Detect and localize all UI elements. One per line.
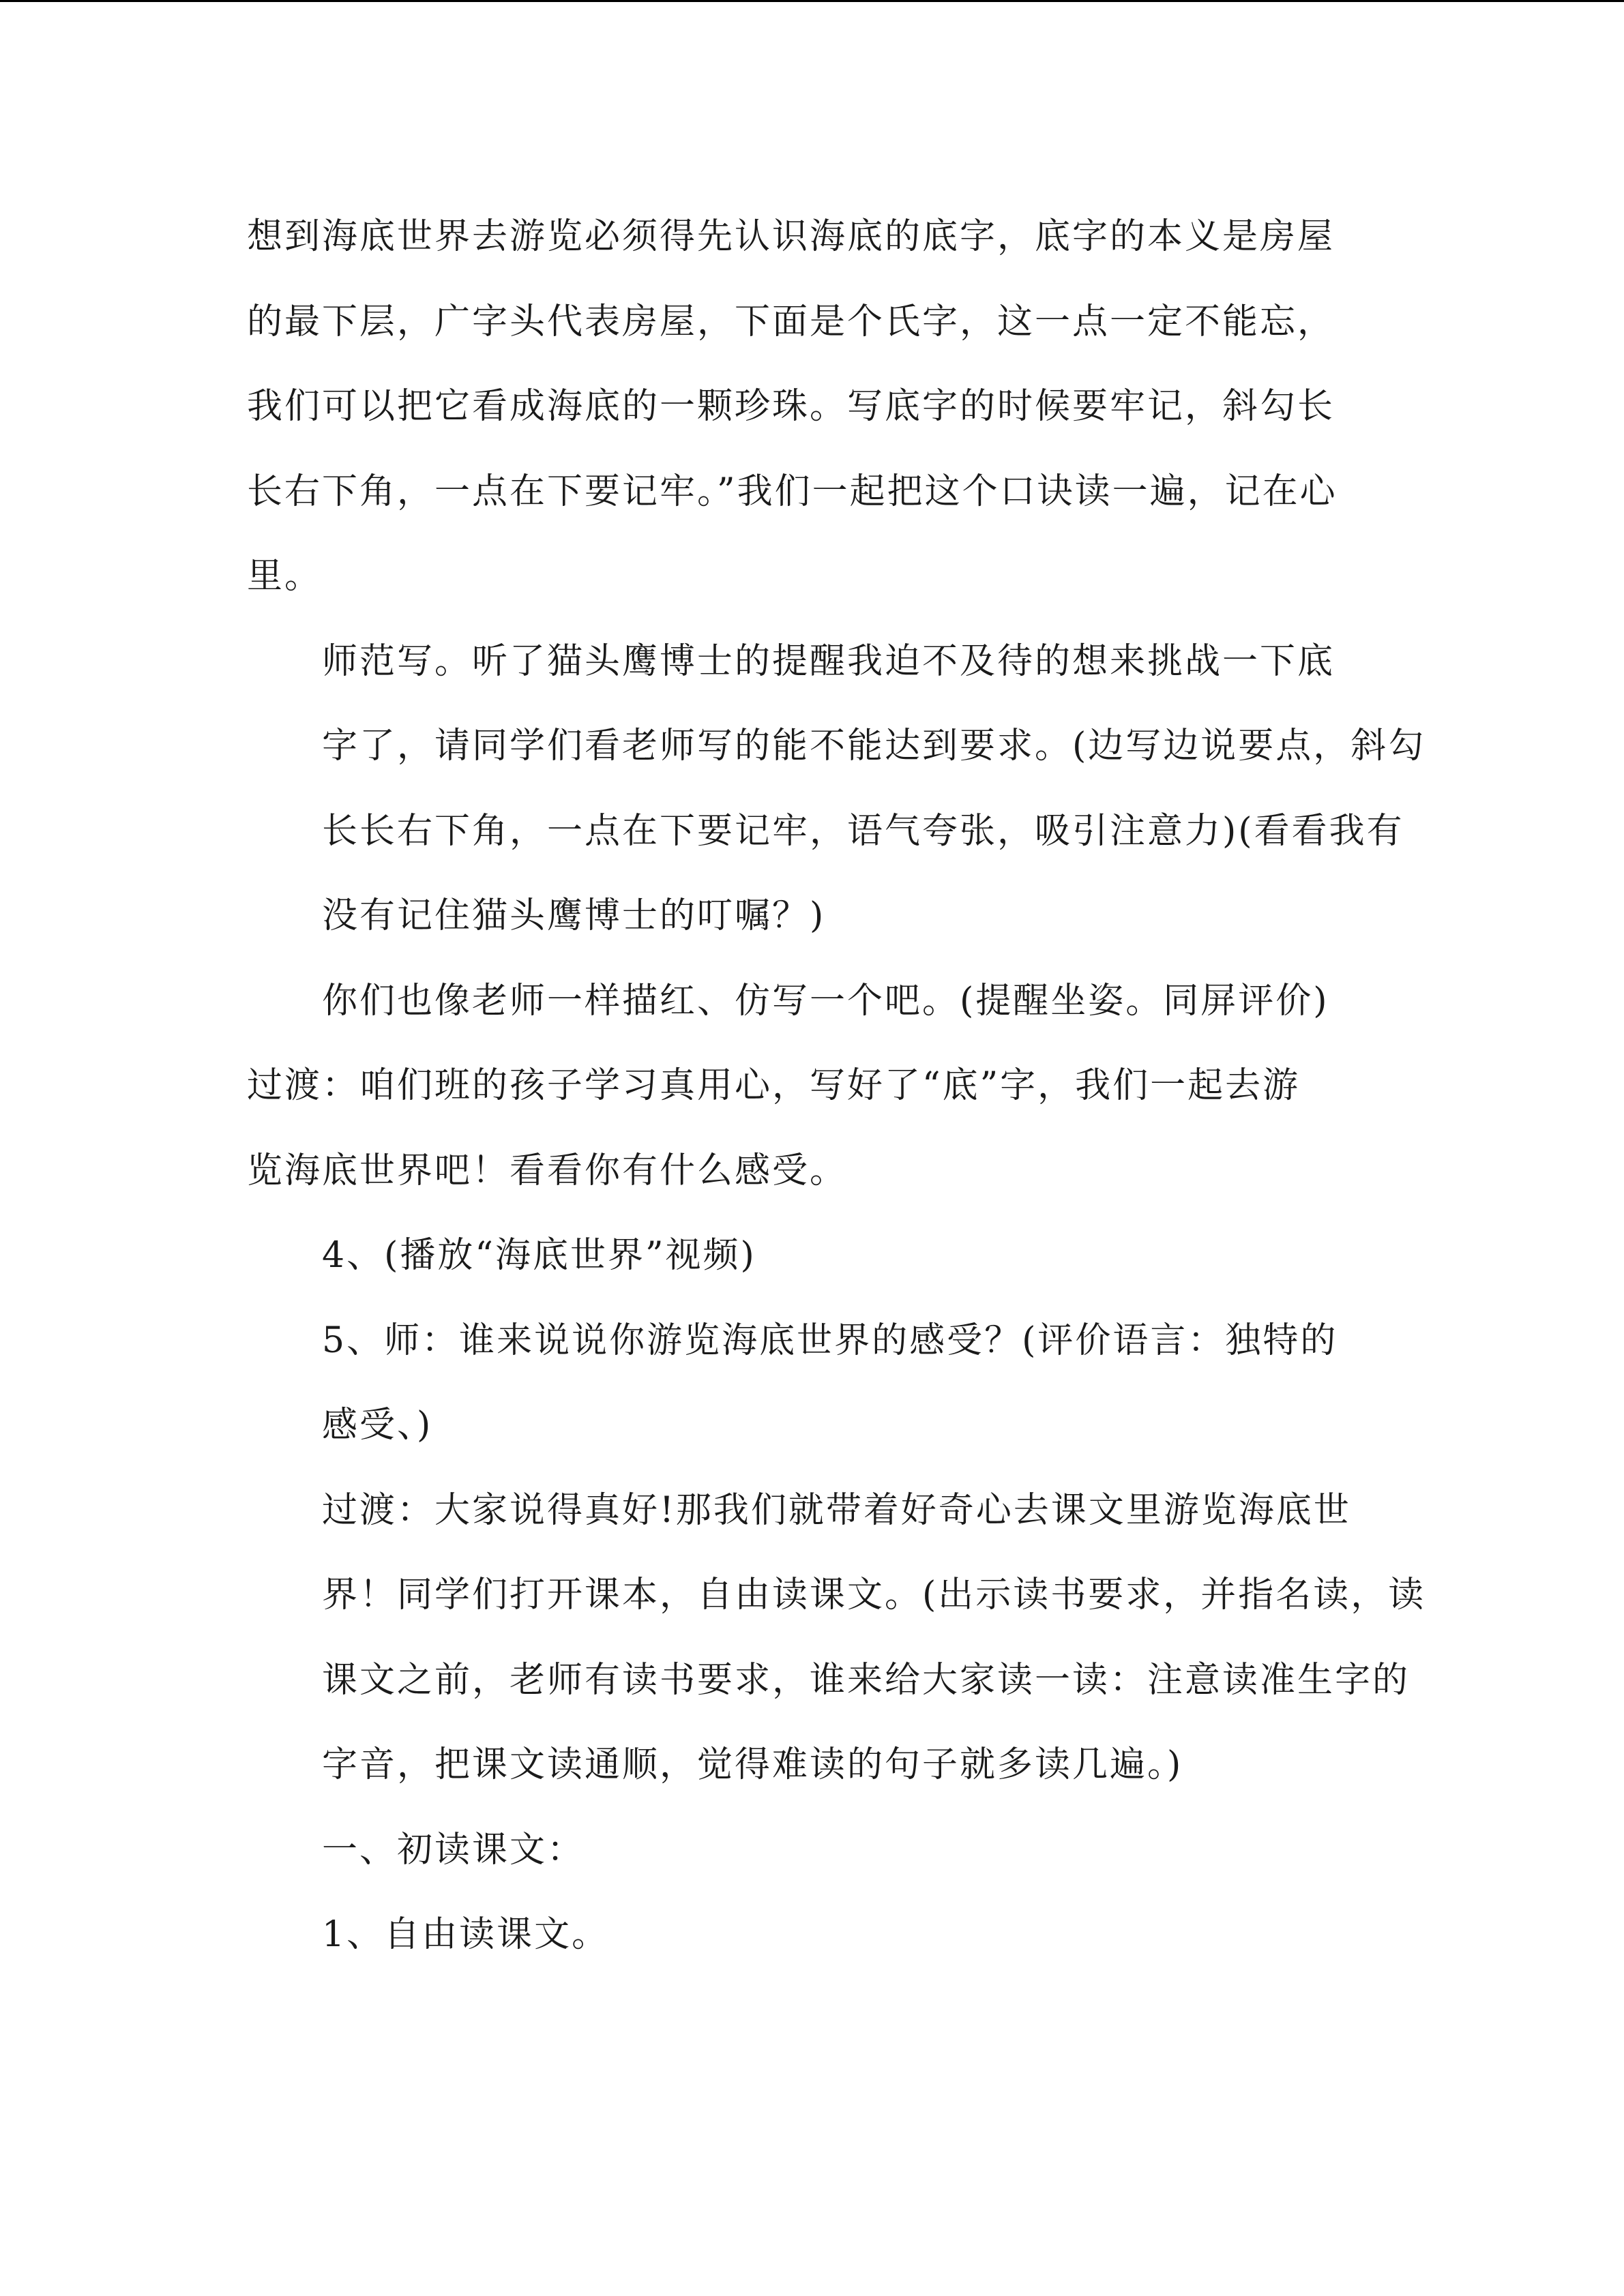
paragraph [247,1298,1379,1468]
paragraph [247,194,1379,619]
text-line: 4、(播放“海底世界”视频) [322,1235,756,1276]
text-line: 长右下角，一点在下要记牢。”我们一起把这个口诀读一遍，记在心 [247,471,1338,512]
text-line: 里。 [247,556,323,597]
text-line: 长长右下角，一点在下要记牢，语气夸张，吸引注意力)(看看我有 [322,810,1404,852]
text-line: 师范写。听了猫头鹰博士的提醒我迫不及待的想来挑战一下底 [322,640,1335,682]
text-line: 字音，把课文读通顺，觉得难读的句子就多读几遍。) [322,1744,1183,1785]
document-body [247,194,1426,1978]
text-line: 界！同学们打开课本，自由读课文。(出示读书要求，并指名读，读 [322,1575,1426,1615]
paragraph [247,1213,1379,1298]
paragraph [247,1468,1426,1808]
paragraph [247,1043,1379,1213]
text-line: 5、师：谁来说说你游览海底世界的感受？(评价语言：独特的 [322,1320,1338,1361]
paragraph [247,1808,1379,1893]
text-line: 1、自由读课文。 [322,1914,610,1955]
text-line: 没有记住猫头鹰博士的叮嘱？) [322,895,826,936]
text-line: 想到海底世界去游览必须得先认识海底的底字，底字的本义是房屋 [247,216,1335,257]
text-line: 过渡：咱们班的孩子学习真用心，写好了“底”字，我们一起去游 [247,1065,1301,1106]
text-line: 字了，请同学们看老师写的能不能达到要求。(边写边说要点，斜勾 [322,726,1426,766]
text-line: 你们也像老师一样描红、仿写一个吧。(提醒坐姿。同屏评价) [322,980,1329,1022]
text-line: 的最下层，广字头代表房屋，下面是个氏字，这一点一定不能忘， [247,301,1335,342]
text-line: 过渡：大家说得真好!那我们就带着好奇心去课文里游览海底世 [322,1489,1351,1531]
text-line: 览海底世界吧！看看你有什么感受。 [247,1150,848,1191]
text-line: 我们可以把它看成海底的一颗珍珠。写底字的时候要牢记，斜勾长 [247,386,1335,427]
text-line: 感受、) [322,1405,433,1446]
text-line: 课文之前，老师有读书要求，谁来给大家读一读：注意读准生字的 [322,1659,1411,1701]
paragraph [247,1892,1379,1978]
text-line: 一、初读课文： [322,1829,585,1870]
paragraph [247,959,1379,1044]
paragraph [247,619,1426,959]
